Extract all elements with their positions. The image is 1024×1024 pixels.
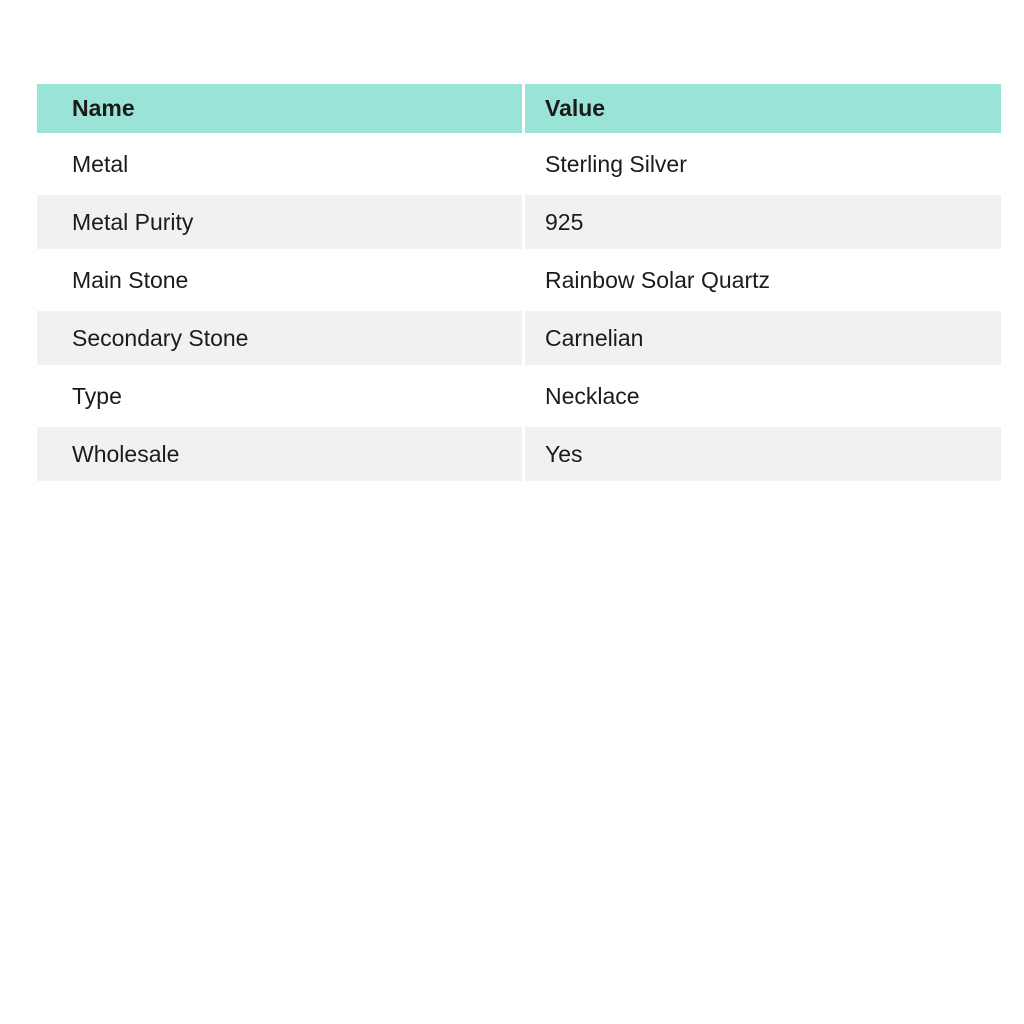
table-row [37, 195, 1001, 249]
row-name-cell: Type [37, 369, 522, 423]
attributes-table [34, 80, 1004, 485]
row-value-cell: Necklace [525, 369, 1001, 423]
table-row [37, 253, 1001, 307]
column-header-value: Value [525, 84, 1001, 133]
row-name-cell: Metal [37, 137, 522, 191]
row-value-cell: Sterling Silver [525, 137, 1001, 191]
row-value-cell: Carnelian [525, 311, 1001, 365]
row-value-cell: Rainbow Solar Quartz [525, 253, 1001, 307]
row-name-cell: Main Stone [37, 253, 522, 307]
table-header-row [37, 84, 1001, 133]
row-name-cell: Secondary Stone [37, 311, 522, 365]
table-row [37, 311, 1001, 365]
row-value-cell: 925 [525, 195, 1001, 249]
row-name-cell: Wholesale [37, 427, 522, 481]
table-row [37, 137, 1001, 191]
row-value-cell: Yes [525, 427, 1001, 481]
row-name-cell: Metal Purity [37, 195, 522, 249]
column-header-name: Name [37, 84, 522, 133]
table-row [37, 427, 1001, 481]
table-row [37, 369, 1001, 423]
